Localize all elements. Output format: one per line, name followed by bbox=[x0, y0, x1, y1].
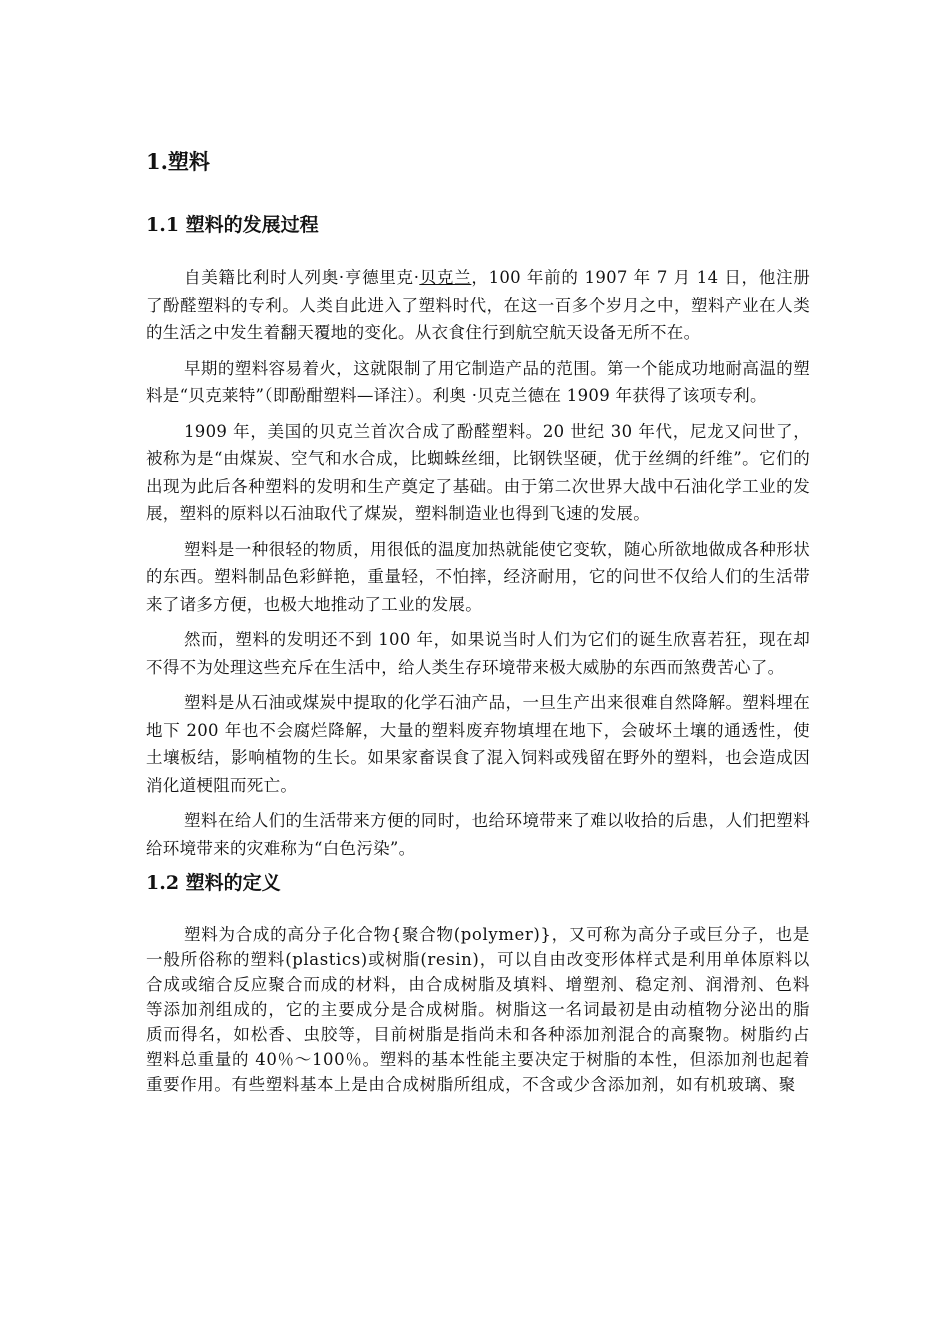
section-heading-1-2: 1.2 塑料的定义 bbox=[146, 872, 281, 894]
baekeland-link[interactable]: 贝克兰 bbox=[419, 268, 472, 287]
paragraph-6: 塑料是从石油或煤炭中提取的化学石油产品，一旦生产出来很难自然降解。塑料埋在地下 200 年也不会腐烂降解，大量的塑料废弃物填埋在地下，会破坏土壤的通透性，使土壤板结，影响植物的生长。如果家畜误食了混入饲料或残留在野外的塑料，也会造成因消化道梗阻而死亡。 bbox=[146, 693, 810, 795]
paragraph-4: 塑料是一种很轻的物质，用很低的温度加热就能使它变软，随心所欲地做成各种形状的东西。塑料制品色彩鲜艳，重量轻，不怕摔，经济耐用，它的问世不仅给人们的生活带来了诸多方便，也极大地推动了工业的发展。 bbox=[146, 539, 810, 614]
paragraph-2: 早期的塑料容易着火，这就限制了用它制造产品的范围。第一个能成功地耐高温的塑料是“贝克莱特”（即酚酣塑料—译注）。利奥 ·贝克兰德在 1909 年获得了该项专利。 bbox=[146, 358, 810, 405]
paragraph-1-text-a: 自美籍比利时人列奥·亨德里克· bbox=[184, 268, 420, 287]
paragraph-5: 然而，塑料的发明还不到 100 年，如果说当时人们为它们的诞生欣喜若狂，现在却不得不为处理这些充斥在生活中，给人类生存环境带来极大威胁的东西而煞费苦心了。 bbox=[146, 630, 810, 677]
paragraph-7: 塑料在给人们的生活带来方便的同时，也给环境带来了难以收拾的后患，人们把塑料给环境带来的灾难称为“白色污染”。 bbox=[146, 811, 810, 858]
paragraph-1 bbox=[146, 264, 810, 347]
section-heading-1-1: 1.1 塑料的发展过程 bbox=[146, 214, 319, 236]
paragraph-1-text-b: ，100 年前的 1907 年 7 月 14 日，他注册了酚醛塑料的专利。人类自此进入了塑料时代，在这一百多个岁月之中，塑料产业在人类的生活之中发生着翻天覆地的变化。从衣食住行到航空航天设备无所不在。 bbox=[146, 268, 810, 342]
chapter-heading: 1.塑料 bbox=[146, 149, 210, 174]
paragraph-3: 1909 年，美国的贝克兰首次合成了酚醛塑料。20 世纪 30 年代，尼龙又问世了，被称为是“由煤炭、空气和水合成，比蜘蛛丝细，比钢铁坚硬，优于丝绸的纤维”。它们的出现为此后各种塑料的发明和生产奠定了基础。由于第二次世界大战中石油化学工业的发展，塑料的原料以石油取代了煤炭，塑料制造业也得到飞速的发展。 bbox=[146, 421, 810, 523]
paragraph-8: 塑料为合成的高分子化合物{聚合物(polymer)}，又可称为高分子或巨分子，也是一般所俗称的塑料(plastics)或树脂(resin)，可以自由改变形体样式是利用单体原料以合成或缩合反应聚合而成的材料，由合成树脂及填料、增塑剂、稳定剂、润滑剂、色料等添加剂组成的，它的主要成分是合成树脂。树脂这一名词最初是由动植物分泌出的脂质而得名，如松香、虫胶等，目前树脂是指尚未和各种添加剂混合的高聚物。树脂约占塑料总重量的 40％～100％。塑料的基本性能主要决定于树脂的本性，但添加剂也起着重要作用。有些塑料基本上是由合成树脂所组成，不含或少含添加剂，如有机玻璃、聚 bbox=[146, 925, 810, 1094]
